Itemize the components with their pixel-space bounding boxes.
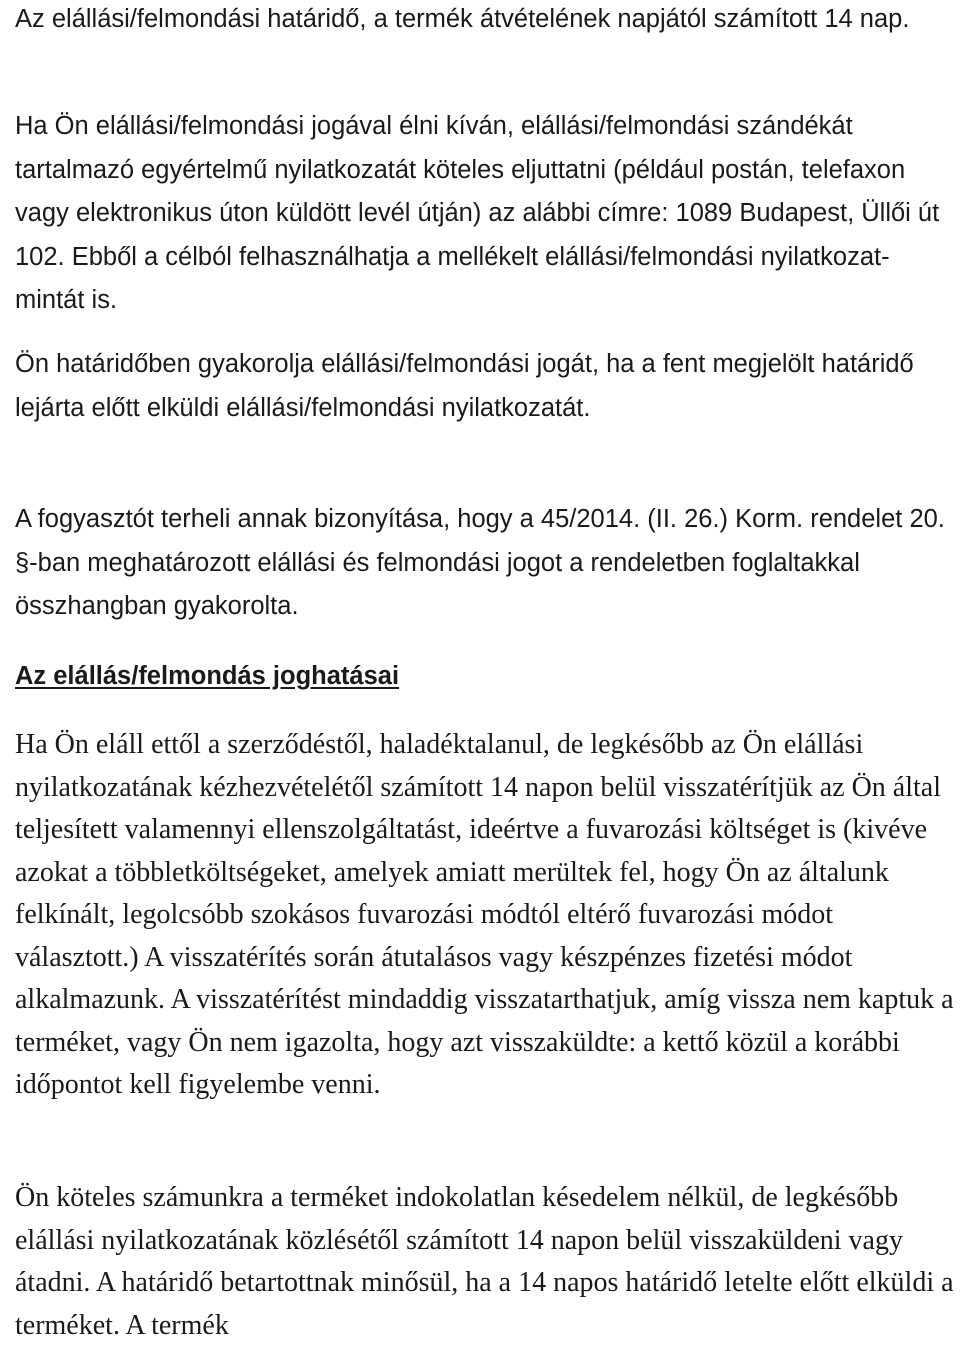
paragraph-withdrawal-declaration: Ha Ön elállási/felmondási jogával élni kíván, elállási/felmondási szándékát tartalmazó egyértelmű nyilatkozatát köteles eljuttatni (például postán, telefaxon vagy elektronikus úton küldött levél útján) az alábbi címre: 1089 Budapest, Üllői út 102. Ebből a célból felhasználhatja a mellékelt elállási/felmondási nyilatkozat-mintát is. (15, 112, 940, 314)
paragraph-return-product: Ön köteles számunkra a terméket indokolatlan késedelem nélkül, de legkésőbb elállási nyilatkozatának közlésétől számított 14 napon belül visszaküldeni vagy átadni. A határidő betartottnak minősül, ha a 14 napos határidő letelte előtt elküldi a terméket. A termék (15, 1182, 954, 1341)
paragraph-refund: Ha Ön eláll ettől a szerződéstől, haladéktalanul, de legkésőbb az Ön elállási nyilatkozatának kézhezvételétől számított 14 napon belül visszatérítjük az Ön által teljesített valamennyi ellenszolgáltatást, ideértve a fuvarozási költséget is (kivéve azokat a többletköltségeket, amelyek amiatt merültek fel, hogy Ön az általunk felkínált, legolcsóbb szokásos fuvarozási módtól eltérő fuvarozási módot választott.) A visszatérítés során átutalásos vagy készpénzes fizetési módot alkalmazunk. A visszatérítést mindaddig visszatarthatjuk, amíg vissza nem kaptuk a terméket, vagy Ön nem igazolta, hogy azt visszaküldte: a kettő közül a korábbi időpontot kell figyelembe venni. (15, 729, 954, 1100)
section-heading-legal-effects: Az elállás/felmondás joghatásai (15, 662, 400, 690)
paragraph-burden-of-proof: A fogyasztót terheli annak bizonyítása, hogy a 45/2014. (II. 26.) Korm. rendelet 20. §-ban meghatározott elállási és felmondási jogot a rendeletben foglaltakkal összhangban gyakorolta. (15, 505, 945, 620)
paragraph-withdrawal-deadline: Az elállási/felmondási határidő, a termék átvételének napjától számított 14 nap. (15, 5, 910, 33)
paragraph-withdrawal-in-time: Ön határidőben gyakorolja elállási/felmondási jogát, ha a fent megjelölt határidő lejárta előtt elküldi elállási/felmondási nyilatkozatát. (15, 350, 914, 422)
